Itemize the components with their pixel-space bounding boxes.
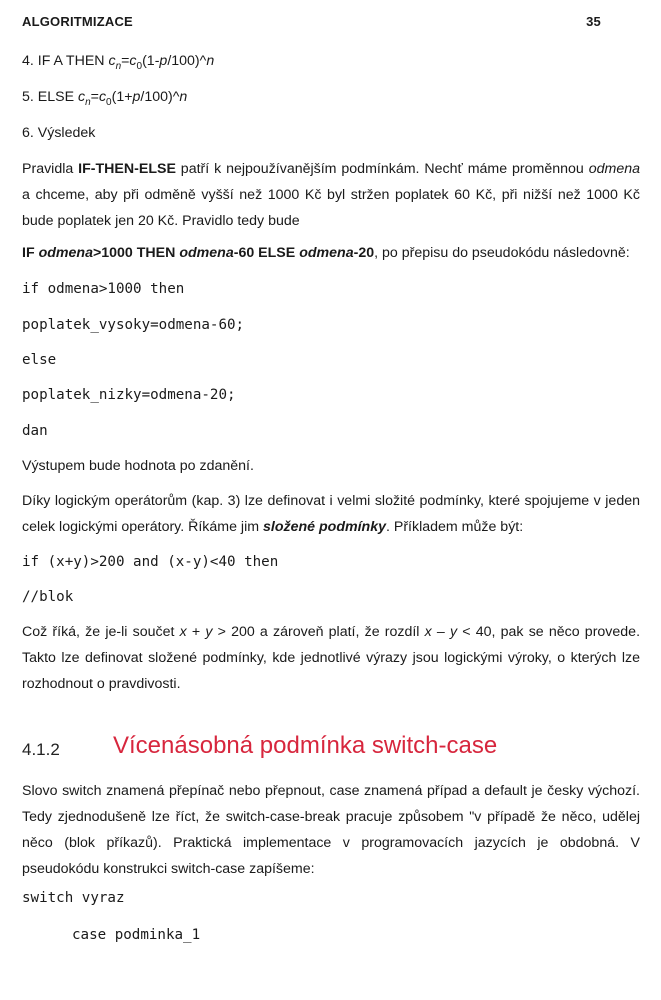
paragraph-compound-conditions: Díky logickým operátorům (kap. 3) lze definovat i velmi složité podmínky, které spojujeme v jeden celek logickými operátory. Říkáme jim složené podmínky. Příkladem může být: (22, 493, 640, 535)
paragraph-explanation: Což říká, že je-li součet x + y > 200 a zároveň platí, že rozdíl x – y < 40, pak se něco provede. Takto lze definovat složené podmínky, kde jednotlivé výrazy jsou logickými výroky, o kterých lze rozhodnout o pravdivosti. (22, 624, 641, 692)
section-title: Vícenásobná podmínka switch-case (113, 732, 498, 759)
code-line: switch vyraz (22, 890, 125, 906)
step-4: 4. IF A THEN $c_n=c_0(1-p/100)\^{}n$ (22, 53, 215, 72)
page-header (22, 14, 601, 29)
paragraph-switch-case: Slovo switch znamená přepínač nebo přepnout, case znamená případ a default je česky výchozí. Tedy zjednodušeně lze říct, že switch-case-break pracuje způsobem "v případě že něco, udělej něco (blok příkazů). Praktická implementace v programovacích jazycích je obdobná. V pseudokódu konstrukci switch-case zapíšeme: (22, 783, 640, 877)
page-number: 35 (586, 14, 601, 29)
code-line-dan: dan (22, 423, 48, 439)
code-line: poplatek_nizky=odmena-20; (22, 387, 236, 403)
code-line: case podminka_1 (72, 927, 201, 943)
paragraph-if-then-else: Pravidla IF-THEN-ELSE patří k nejpoužívanějším podmínkám. Nechť máme proměnnou odmena a chceme, aby při odměně vyšší než 1000 Kč byl stržen poplatek 60 Kč, při nižší než 1000 Kč bude poplatek jen 20 Kč. Pravidlo tedy bude (22, 161, 640, 229)
code-line: if (x+y)>200 and (x-y)<40 then (22, 554, 279, 570)
output-note: Výstupem bude hodnota po zdanění. (22, 458, 254, 474)
step-5: 5. ELSE $c_n=c_0(1+p/100)\^{}n$ (22, 89, 188, 108)
step-6: 6. Výsledek (22, 125, 96, 141)
code-line: if odmena>1000 then (22, 281, 185, 297)
code-line: poplatek_vysoky=odmena-60; (22, 317, 245, 333)
running-title: ALGORITMIZACE (22, 14, 133, 29)
code-line: //blok (22, 589, 74, 605)
section-number: 4.1.2 (22, 740, 60, 759)
rule-line: IF odmena>1000 THEN odmena-60 ELSE odmena-20, po přepisu do pseudokódu následovně: (22, 245, 630, 261)
code-line: else (22, 352, 57, 368)
section-heading (22, 732, 642, 768)
